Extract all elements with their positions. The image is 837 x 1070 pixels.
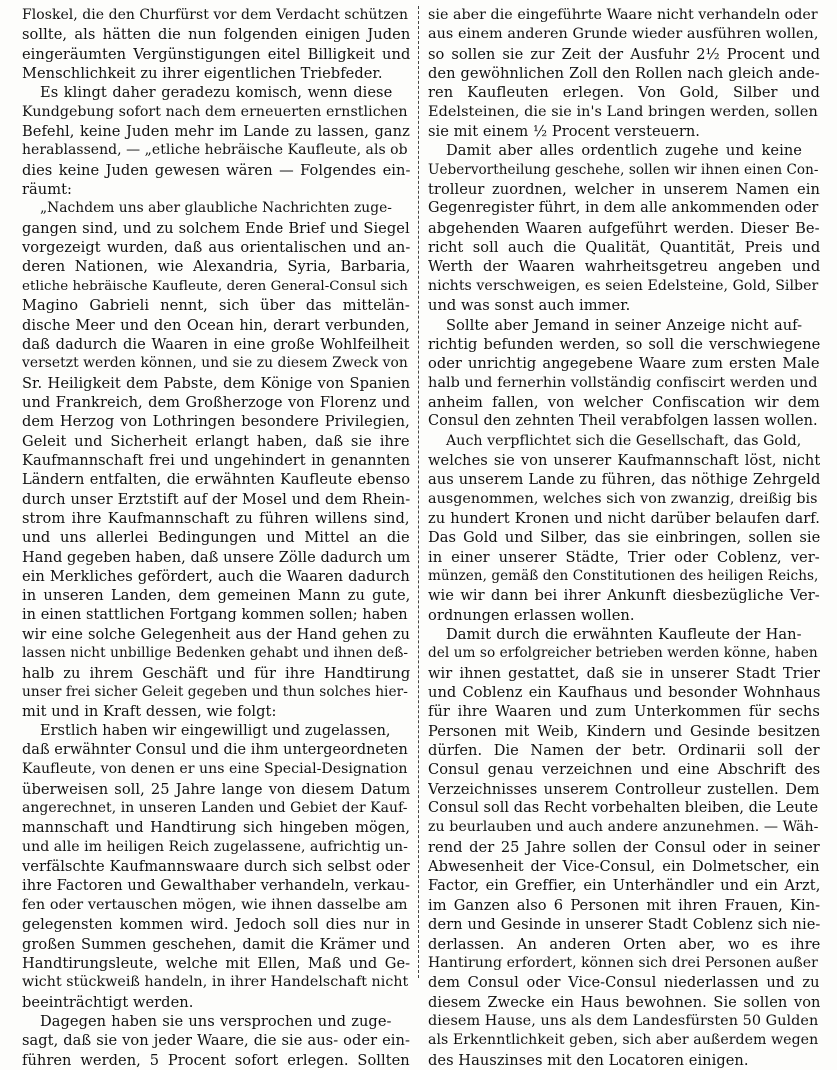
text-line: Werth der Waaren wahrheitsgetreu angeben und	[428, 258, 820, 276]
text-line: Uebervortheilung geschehe, sollen wir ihnen einen Con-	[428, 161, 819, 178]
text-line: trolleur zuordnen, welcher in unserem Namen ein	[428, 181, 820, 199]
text-line: Sollte aber Jemand in seiner Anzeige nicht auf-	[446, 316, 803, 334]
text-line: Hand gegeben haben, daß unsere Zölle dadurch um	[22, 548, 410, 566]
text-line: Kundgebung sofort nach dem erneuerten ernstlichen	[22, 103, 408, 120]
text-line: oder unrichtig angegebene Waare zum ersten Male	[428, 355, 820, 373]
text-line: sollte, als hätten die nun folgenden einigen Juden	[22, 26, 410, 44]
text-line: dem Herzog von Lothringen besondere Privilegien,	[22, 413, 410, 431]
text-line: gangen sind, und zu solchem Ende Brief und Siegel	[22, 219, 410, 237]
text-line: räumt:	[22, 181, 72, 199]
text-line: ordnungen erlassen wollen.	[428, 606, 635, 624]
text-line: mannschaft und Handtirung sich hingeben mögen,	[22, 819, 410, 837]
text-line: des Hauszinses mit den Locatoren einigen.	[428, 1051, 749, 1069]
text-line: angerechnet, in unseren Landen und Gebiet der Kauf-	[22, 800, 408, 817]
text-line: dische Meer und den Ocean hin, derart verbunden,	[22, 316, 410, 334]
text-line: Consul genau verzeichnen und eine Abschrift des	[428, 761, 820, 779]
text-line: anheim fallen, von welcher Confiscation wir dem	[428, 393, 820, 411]
text-line: Magino Gabrieli nennt, sich über das mittelän-	[22, 297, 410, 315]
text-line: im Ganzen also 6 Personen mit ihren Frauen, Kin-	[428, 896, 820, 914]
text-line: versetzt werden können, und sie zu diesem Zweck von	[22, 355, 408, 372]
text-line: rend der 25 Jahre sollen der Consul oder in seiner	[428, 838, 820, 856]
text-line: Handtirungsleute, welche mit Ellen, Maß und Ge-	[22, 954, 410, 972]
text-line: durch unser Erztstift auf der Mosel und dem Rhein-	[22, 490, 410, 508]
text-line: überweisen soll, 25 Jahre lange von diesem Datum	[22, 780, 410, 798]
text-line: wicht stückweiß handeln, in ihrer Handelschaft nicht	[22, 974, 409, 991]
text-line: verfälschte Kaufmannswaare durch sich selbst oder	[22, 858, 410, 876]
text-line: halb und fernerhin vollständig confiscirt werden und	[428, 374, 818, 391]
text-line: Factor, ein Greffier, ein Unterhändler und ein Arzt,	[428, 877, 820, 895]
text-line: dies keine Juden gewesen wären — Folgendes ein-	[22, 161, 410, 179]
text-line: Gegenregister führt, in dem alle ankommenden oder	[428, 200, 819, 217]
text-line: wir ihnen gestattet, daß sie in unserer Stadt Trier	[428, 664, 820, 682]
text-line: ren Kaufleuten erlegen. Von Gold, Silber und	[428, 84, 820, 102]
text-line: wie wir dann bei ihrer Ankunft diesbezügliche Ver-	[428, 587, 820, 605]
text-line: dürfen. Die Namen der betr. Ordinarii soll der	[428, 742, 820, 760]
text-line: sagt, daß sie von jeder Waare, die sie aus- oder ein-	[22, 1032, 410, 1050]
text-line: und Frankreich, dem Großherzoge von Florenz und	[22, 393, 410, 411]
text-line: Ländern entfalten, die erwähnten Kaufleute ebenso	[22, 471, 410, 489]
text-line: diesem Zwecke ein Haus bewohnen. Sie sollen von	[428, 993, 820, 1011]
text-line: Menschlichkeit zu ihrer eigentlichen Triebfeder.	[22, 65, 383, 83]
text-line: Edelsteinen, die sie in's Land bringen werden, sollen	[428, 103, 818, 120]
text-line: abgehenden Waaren aufgeführt werden. Dieser Be-	[428, 219, 820, 237]
text-line: Sr. Heiligkeit dem Pabste, dem Könige von Spanien	[22, 374, 410, 392]
text-column-left	[22, 6, 410, 1070]
text-line: und was sonst auch immer.	[428, 297, 631, 315]
text-line: ausgenommen, welches sich von zwanzig, dreißig bis	[428, 490, 818, 507]
text-line: Damit durch die erwähnten Kaufleute der Han-	[446, 626, 802, 643]
text-line: Auch verpflichtet sich die Gesellschaft, das Gold,	[446, 432, 802, 449]
text-line: dern und Gesinde in unserer Stadt Coblenz sich nie-	[428, 916, 820, 934]
text-line: den gewöhnlichen Zoll den Rollen nach gleich ande-	[428, 65, 820, 83]
text-line: sie aber die eingeführte Waare nicht verhandeln oder	[428, 7, 818, 23]
text-line: ihre Factoren und Gewalthaber verhandeln, verkau-	[22, 877, 410, 895]
text-line: und Coblenz ein Kaufhaus und besonder Wohnhaus	[428, 684, 820, 702]
text-line: deren Nationen, wie Alexandria, Syria, Barbaria,	[22, 258, 410, 276]
text-line: münzen, gemäß den Constitutionen des heiligen Reichs,	[428, 567, 819, 584]
text-line: Kaufleute, von denen er uns eine Special-Designation	[22, 761, 408, 778]
text-line: Erstlich haben wir eingewilligt und zugelassen,	[40, 722, 391, 739]
text-line: richtig befunden werden, so soll die verschwiegene	[428, 335, 820, 353]
text-line: fen oder vertauschen mögen, wie ihnen dasselbe am	[22, 896, 408, 913]
text-line: strom ihre Kaufmannschaft zu führen willens sind,	[22, 509, 410, 527]
text-line: aus einem anderen Grunde wieder ausführen wollen,	[428, 26, 819, 43]
text-line: Kaufmannschaft frei und ungehindert in genannten	[22, 451, 410, 469]
text-line: eingeräumten Vergünstigungen eitel Billigkeit und	[22, 45, 410, 63]
text-line: Befehl, keine Juden mehr im Lande zu lassen, ganz	[22, 123, 410, 141]
text-line: Geleit und Sicherheit erlangt haben, daß sie ihre	[22, 432, 410, 450]
text-line: großen Summen geschehen, damit die Krämer und	[22, 935, 410, 953]
text-line: Es klingt daher geradezu komisch, wenn diese	[40, 84, 393, 102]
text-line: gelegensten kommen wird. Jedoch soll dies nur in	[22, 916, 410, 934]
text-line: aus unserem Lande zu führen, das nöthige Zehrgeld	[428, 471, 820, 489]
text-line: in einen stattlichen Fortgang kommen sollen; haben	[22, 606, 408, 623]
text-line: halb zu ihrem Geschäft und für ihre Handtirung	[22, 664, 410, 682]
text-line: Dagegen haben sie uns versprochen und zuge-	[40, 1012, 392, 1030]
text-line: del um so erfolgreicher betrieben werden könne, haben	[428, 645, 818, 662]
text-line: dem Consul oder Vice-Consul niederlassen und zu	[428, 974, 820, 992]
text-line: wir eine solche Gelegenheit aus der Hand gehen zu	[22, 626, 410, 643]
text-line: richt soll auch die Qualität, Quantität, Preis und	[428, 239, 820, 257]
text-line: Das Gold und Silber, das sie einbringen, sollen sie	[428, 529, 820, 547]
text-line: derlassen. An anderen Orten aber, wo es ihre	[428, 935, 820, 953]
text-line: herablassend, — „etliche hebräische Kaufleute, als ob	[22, 142, 408, 159]
text-line: vorgezeigt wurden, daß aus orientalischen und an-	[22, 239, 410, 257]
text-line: so sollen sie zur Zeit der Ausfuhr 2½ Procent und	[428, 45, 820, 63]
text-line: unser frei sicher Geleit gegeben und thun solches hier-	[22, 684, 408, 701]
text-line: nichts verschweigen, es seien Edelsteine, Gold, Silber	[428, 277, 819, 294]
text-line: Consul soll das Recht vorbehalten bleiben, die Leute	[428, 800, 819, 817]
text-line: „Nachdem uns aber glaubliche Nachrichten zuge-	[40, 200, 392, 217]
text-line: welches sie von unserer Kaufmannschaft löst, nicht	[428, 451, 820, 469]
text-line: beeinträchtigt werden.	[22, 993, 194, 1011]
text-line: etliche hebräische Kaufleute, deren General-Consul sich	[22, 278, 408, 294]
text-line: führen werden, 5 Procent sofort erlegen. Sollten	[22, 1051, 410, 1069]
text-line: daß dadurch die Waaren in eine große Wohlfeilheit	[22, 335, 410, 353]
text-line: Personen mit Weib, Kindern und Gesinde besitzen	[428, 722, 820, 740]
text-line: und alle im heiligen Reich zugelassene, aufrichtig un-	[22, 838, 408, 855]
text-line: Floskel, die den Churfürst vor dem Verdacht schützen	[22, 7, 409, 23]
text-line: als Erkenntlichkeit geben, sich aber außerdem wegen	[428, 1032, 819, 1049]
text-line: ein Merkliches gefördert, auch die Waaren dadurch	[22, 567, 410, 585]
text-line: Abwesenheit der Vice-Consul, ein Dolmetscher, ein	[428, 858, 820, 876]
text-line: diesem Hause, uns als dem Landesfürsten 50 Gulden	[428, 1012, 819, 1029]
text-line: sie mit einem ½ Procent versteuern.	[428, 123, 700, 141]
text-line: zu beurlauben und auch andere anzunehmen. — Wäh-	[428, 819, 819, 836]
text-line: in unseren Landen, dem gemeinen Mann zu gute,	[22, 587, 410, 605]
text-line: mit und in Kraft dessen, wie folgt:	[22, 703, 277, 721]
text-line: Consul den zehnten Theil verabfolgen lassen wollen.	[428, 413, 818, 430]
text-line: daß erwähnter Consul und die ihm untergeordneten	[22, 742, 408, 759]
text-line: Hantirung erfordert, können sich drei Personen außer	[428, 954, 818, 971]
text-column-right	[428, 6, 820, 1070]
text-line: und uns allerlei Bedingungen und Mittel an die	[22, 529, 410, 547]
text-line: für ihre Waaren und zum Unterkommen für sechs	[428, 703, 820, 721]
text-line: Damit aber alles ordentlich zugehe und keine	[446, 142, 802, 160]
text-line: zu hundert Kronen und nicht darüber belaufen darf.	[428, 509, 820, 527]
text-line: in einer unserer Städte, Trier oder Coblenz, ver-	[428, 548, 820, 566]
column-divider	[418, 6, 420, 978]
text-line: Verzeichnisses unserem Controlleur zustellen. Dem	[428, 780, 820, 798]
text-line: lassen nicht unbillige Bedenken gehabt und ihnen deß-	[22, 645, 409, 662]
